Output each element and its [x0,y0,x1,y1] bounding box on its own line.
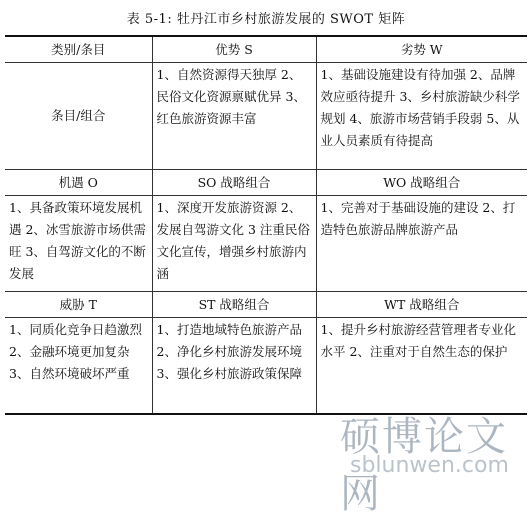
opportunity-list: 1、具备政策环境发展机遇 2、冰雪旅游市场供需旺 3、自驾游文化的不断发展 [5,196,152,292]
threat-list: 1、同质化竞争日趋激烈 2、金融环境更加复杂 3、自然环境破坏严重 [5,318,152,414]
combo-label: 条目/组合 [5,63,152,170]
wt-header: WT 战略组合 [316,292,527,318]
wo-strategies: 1、完善对于基础设施的建设 2、打造特色旅游品牌旅游产品 [316,196,527,292]
threat-header: 威胁 T [5,292,152,318]
opportunity-header: 机遇 O [5,170,152,196]
so-header: SO 战略组合 [152,170,316,196]
category-header: 类别/条目 [5,36,152,63]
so-strategies: 1、深度开发旅游资源 2、发展自驾游文化 3 注重民俗文化宣传，增强乡村旅游内涵 [152,196,316,292]
weakness-header: 劣势 W [316,36,527,63]
table-caption: 表 5-1: 牡丹江市乡村旅游发展的 SWOT 矩阵 [126,12,406,27]
st-strategies: 1、打造地域特色旅游产品 2、净化乡村旅游发展环境 3、强化乡村旅游政策保障 [152,318,316,414]
st-header: ST 战略组合 [152,292,316,318]
threat-header-row [5,292,527,318]
watermark-url: sblunwen.com [350,453,509,478]
header-row [5,36,527,63]
swot-matrix-table [5,35,527,415]
wt-strategies: 1、提升乡村旅游经营管理者专业化水平 2、注重对于自然生态的保护 [316,318,527,414]
opportunity-header-row [5,170,527,196]
opportunity-row [5,196,527,292]
wo-header: WO 战略组合 [316,170,527,196]
weaknesses-list: 1、基础设施建设有待加强 2、品牌效应亟待提升 3、乡村旅游缺少科学规划 4、旅游市场营销手段弱 5、从业人员素质有待提高 [316,63,527,170]
strength-header: 优势 S [152,36,316,63]
site-watermark [340,405,530,517]
threat-row [5,318,527,414]
watermark-text: 硕博论文网 [340,414,508,517]
combo-row [5,63,527,170]
strengths-list: 1、自然资源得天独厚 2、民俗文化资源禀赋优异 3、红色旅游资源丰富 [152,63,316,170]
